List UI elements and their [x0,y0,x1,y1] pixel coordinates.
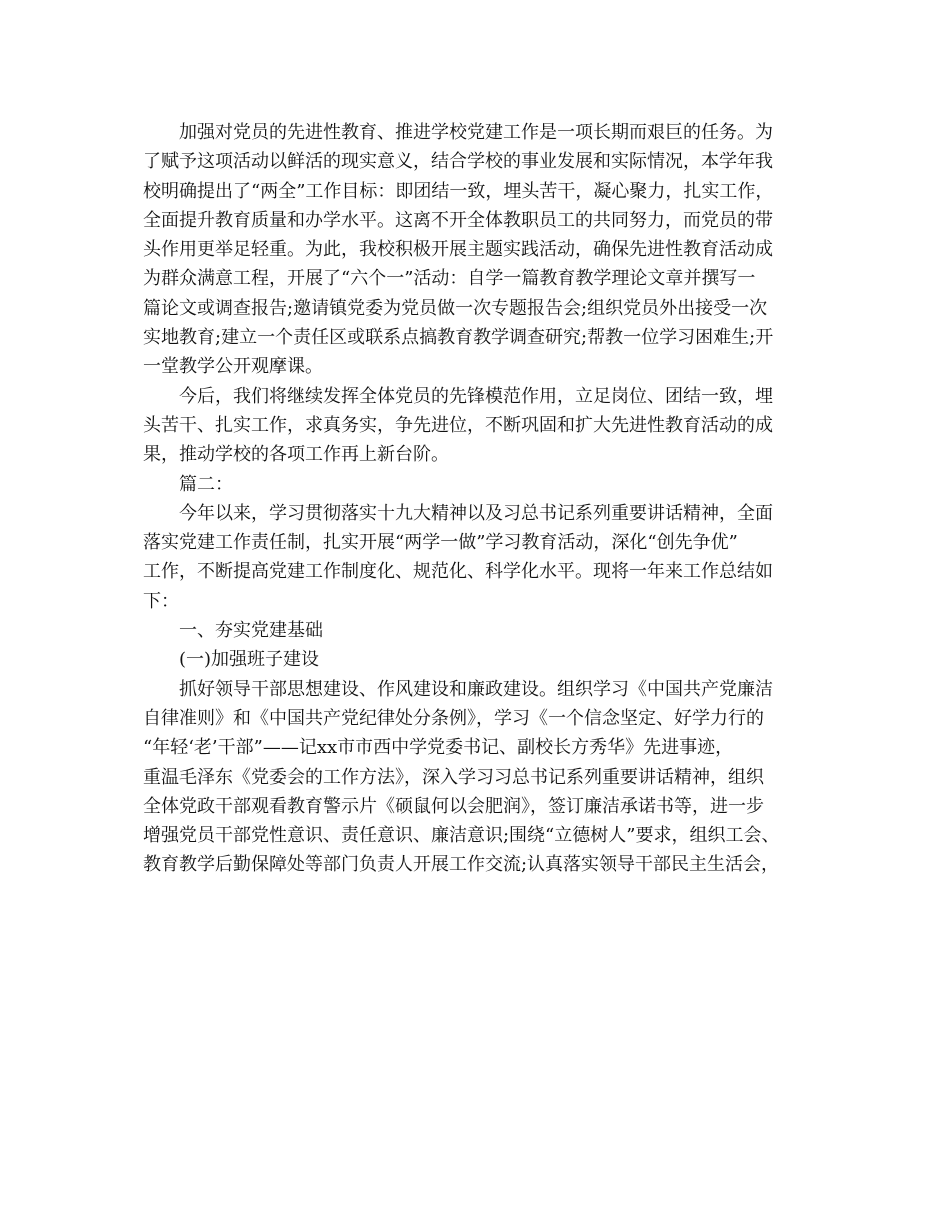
text-line: 一、夯实党建基础 [179,620,323,642]
text-line: “年轻‘老’干部”——记xx市市西中学党委书记、副校长方秀华》先进事迹， [143,737,734,759]
text-line: 了赋予这项活动以鲜活的现实意义，结合学校的事业发展和实际情况，本学年我 [143,151,773,173]
text-line: 一堂教学公开观摩课。 [143,356,323,378]
text-line: 重温毛泽东《党委会的工作方法》，深入学习习总书记系列重要讲话精神，组织 [143,766,764,788]
text-line: 落实党建工作责任制，扎实开展“两学一做”学习教育活动，深化“创先争优” [143,532,738,554]
document-body [143,118,813,880]
text-line: 头作用更举足轻重。为此，我校积极开展主题实践活动，确保先进性教育活动成 [143,239,773,261]
text-line: 全面提升教育质量和办学水平。这离不开全体教职员工的共同努力，而党员的带 [143,209,773,231]
text-line: 抓好领导干部思想建设、作风建设和廉政建设。组织学习《中国共产党廉洁 [179,678,773,700]
text-line: 今年以来，学习贯彻落实十九大精神以及习总书记系列重要讲话精神，全面 [179,502,773,524]
text-line: 校明确提出了“两全”工作目标：即团结一致，埋头苦干，凝心聚力，扎实工作， [143,180,774,202]
text-line: 头苦干、扎实工作，求真务实，争先进位，不断巩固和扩大先进性教育活动的成 [143,414,773,436]
text-line: 篇二： [179,473,233,495]
text-line: 增强党员干部党性意识、责任意识、廉洁意识;围绕“立德树人”要求，组织工会、 [143,825,780,847]
text-line: 工作，不断提高党建工作制度化、规范化、科学化水平。现将一年来工作总结如 [143,561,773,583]
text-line: 今后，我们将继续发挥全体党员的先锋模范作用，立足岗位、团结一致，埋 [179,385,773,407]
text-line: 篇论文或调查报告;邀请镇党委为党员做一次专题报告会;组织党员外出接受一次 [143,297,768,319]
text-line: 果，推动学校的各项工作再上新台阶。 [143,444,449,466]
text-line: 下： [143,590,179,612]
text-line: 教育教学后勤保障处等部门负责人开展工作交流;认真落实领导干部民主生活会， [143,854,780,876]
text-line: 实地教育;建立一个责任区或联系点搞教育教学调查研究;帮教一位学习困难生;开 [143,327,774,349]
text-line: 全体党政干部观看教育警示片《硕鼠何以会肥润》，签订廉洁承诺书等，进一步 [143,795,764,817]
text-line: (一)加强班子建设 [179,649,320,671]
text-line: 为群众满意工程，开展了“六个一”活动：自学一篇教育教学理论文章并撰写一 [143,268,756,290]
text-line: 加强对党员的先进性教育、推进学校党建工作是一项长期而艰巨的任务。为 [179,122,773,143]
text-line: 自律准则》和《中国共产党纪律处分条例》，学习《一个信念坚定、好学力行的 [143,707,764,729]
